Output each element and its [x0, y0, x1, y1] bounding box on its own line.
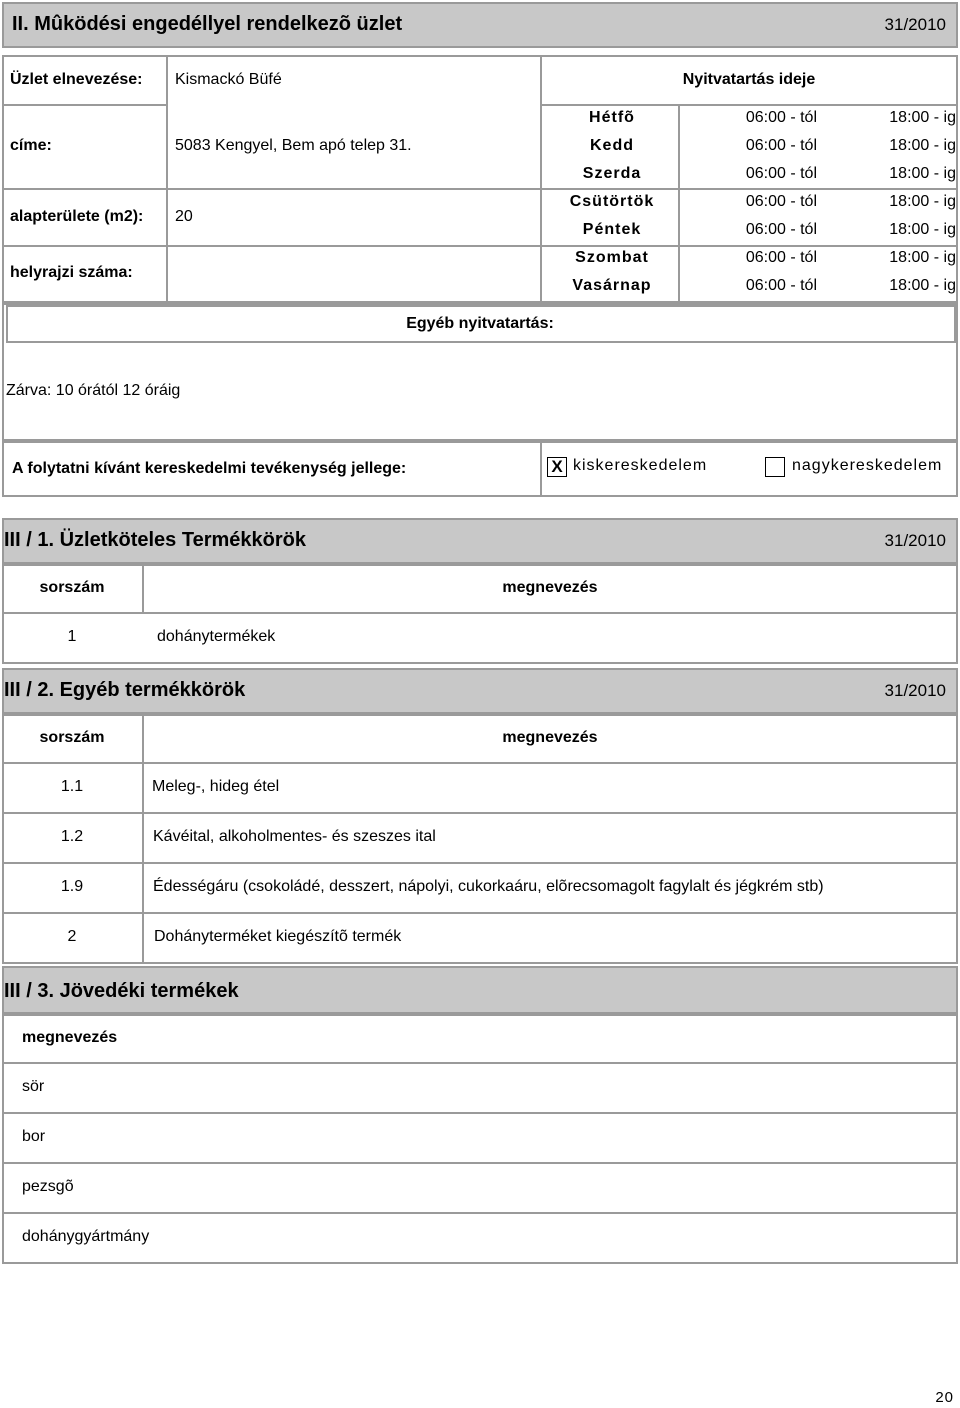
shop-name-label: Üzlet elnevezése:: [10, 71, 143, 88]
hours-to: 18:00 - ig: [889, 193, 956, 210]
shop-name-value: Kismackó Büfé: [175, 71, 282, 88]
list-item: sör: [22, 1078, 45, 1095]
row-number: 1.9: [60, 878, 84, 895]
col-sorszam-header: sorszám: [39, 729, 105, 746]
section-3-3-title: III / 3. Jövedéki termékek: [4, 980, 239, 1002]
col-sorszam-header: sorszám: [39, 579, 105, 596]
list-item: pezsgõ: [22, 1178, 74, 1195]
list-item: dohánygyártmány: [22, 1228, 150, 1245]
hours-from: 06:00 - tól: [745, 193, 817, 210]
hours-to: 18:00 - ig: [889, 137, 956, 154]
other-hours-value: Zárva: 10 órától 12 óráig: [6, 382, 181, 399]
section-3-2-table: [2, 714, 958, 964]
wholesale-checkbox[interactable]: [765, 457, 785, 477]
address-label: címe:: [10, 137, 52, 154]
address-value: 5083 Kengyel, Bem apó telep 31.: [175, 137, 412, 154]
hours-day: Szombat: [575, 249, 649, 266]
wholesale-label: nagykereskedelem: [792, 457, 943, 474]
col-megnevezes-header: megnevezés: [502, 729, 598, 746]
row-name: Dohányterméket kiegészítõ termék: [154, 928, 402, 945]
hours-day: Szerda: [582, 165, 642, 182]
hours-to: 18:00 - ig: [889, 109, 956, 126]
hours-day: Péntek: [582, 221, 642, 238]
section-3-1-number: 31/2010: [884, 531, 946, 550]
row-number: 2: [67, 928, 77, 945]
hours-day: Vasárnap: [572, 277, 652, 294]
hours-from: 06:00 - tól: [745, 277, 817, 294]
section-3-1-title: III / 1. Üzletköteles Termékkörök: [4, 529, 306, 551]
section-3-2-title: III / 2. Egyéb termékkörök: [4, 679, 246, 701]
area-label: alapterülete (m2):: [10, 208, 144, 225]
activity-label: A folytatni kívánt kereskedelmi tevékenység jellege:: [12, 460, 407, 477]
hours-from: 06:00 - tól: [745, 109, 817, 126]
hours-day: Csütörtök: [569, 193, 655, 210]
retail-label: kiskereskedelem: [573, 457, 708, 474]
hours-to: 18:00 - ig: [889, 277, 956, 294]
hours-from: 06:00 - tól: [745, 137, 817, 154]
list-item: bor: [22, 1128, 46, 1145]
opening-hours-title: Nyitvatartás ideje: [682, 71, 816, 88]
section-2-number: 31/2010: [884, 15, 946, 34]
hours-to: 18:00 - ig: [889, 249, 956, 266]
section-3-2-number: 31/2010: [884, 681, 946, 700]
row-name: dohánytermékek: [157, 628, 276, 645]
col-megnevezes-header: megnevezés: [22, 1029, 118, 1046]
row-number: 1.2: [60, 828, 84, 845]
hours-from: 06:00 - tól: [745, 165, 817, 182]
col-megnevezes-header: megnevezés: [502, 579, 598, 596]
row-name: Kávéital, alkoholmentes- és szeszes ital: [153, 828, 436, 845]
row-number: 1.1: [60, 778, 84, 795]
page-number: 20: [935, 1389, 954, 1406]
section-2-title: II. Mûködési engedéllyel rendelkezõ üzlet: [12, 13, 403, 35]
area-value: 20: [175, 208, 193, 225]
hours-day: Hétfõ: [589, 109, 635, 126]
hours-to: 18:00 - ig: [889, 165, 956, 182]
row-number: 1: [67, 628, 77, 645]
hours-day: Kedd: [590, 137, 634, 154]
hours-from: 06:00 - tól: [745, 221, 817, 238]
plot-label: helyrajzi száma:: [10, 264, 133, 281]
row-name: Meleg-, hideg étel: [152, 778, 280, 795]
hours-from: 06:00 - tól: [745, 249, 817, 266]
row-name: Édességáru (csokoládé, desszert, nápolyi, cukorkaáru, elõrecsomagolt fagylalt és jégkrém stb): [153, 878, 824, 895]
other-hours-label: Egyéb nyitvatartás:: [406, 315, 554, 332]
retail-checkbox[interactable]: X: [547, 457, 567, 477]
hours-to: 18:00 - ig: [889, 221, 956, 238]
